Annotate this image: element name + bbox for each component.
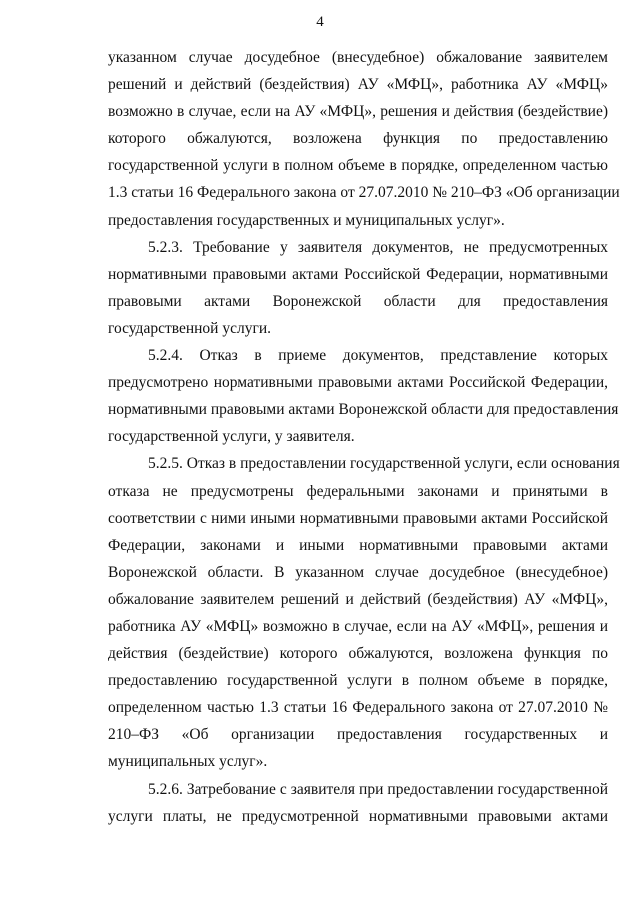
text-line: государственной услуги в полном объеме в порядке, определенном частью xyxy=(108,157,608,175)
text-line: предоставления государственных и муниципальных услуг». xyxy=(108,211,505,229)
text-line: предоставлению государственной услуги в полном объеме в порядке, xyxy=(108,672,608,690)
text-line: услуги платы, не предусмотренной нормативными правовыми актами xyxy=(108,807,608,825)
paragraph-5-2-4 xyxy=(108,342,619,450)
text-line: 5.2.5. Отказ в предоставлении государственной услуги, если основания xyxy=(148,455,620,473)
text-line: которого обжалуются, возложена функция по предоставлению xyxy=(108,130,608,148)
text-line: действия (бездействие) которого обжалуются, возложена функция по xyxy=(108,645,608,663)
text-line: 5.2.3. Требование у заявителя документов, не предусмотренных xyxy=(148,238,608,256)
text-line: решений и действий (бездействия) АУ «МФЦ», работника АУ «МФЦ» xyxy=(108,76,608,94)
text-line: 5.2.6. Затребование с заявителя при предоставлении государственной xyxy=(148,780,608,798)
text-line: 5.2.4. Отказ в приеме документов, представление которых xyxy=(148,347,608,365)
text-line: указанном случае досудебное (внесудебное) обжалование заявителем xyxy=(108,49,608,66)
text-line: 210–ФЗ «Об организации предоставления государственных и xyxy=(108,726,608,744)
text-line: правовыми актами Воронежской области для предоставления xyxy=(108,292,608,310)
page-number: 4 xyxy=(316,14,324,30)
text-line: государственной услуги, у заявителя. xyxy=(108,428,355,446)
text-line: соответствии с ними иными нормативными правовыми актами Российской xyxy=(108,509,608,527)
text-line: муниципальных услуг». xyxy=(108,753,268,771)
text-line: возможно в случае, если на АУ «МФЦ», решения и действия (бездействие) xyxy=(108,103,608,121)
text-line: предусмотрено нормативными правовыми актами Российской Федерации, xyxy=(108,374,608,392)
paragraph-5-2-6 xyxy=(108,776,608,830)
text-line: работника АУ «МФЦ» возможно в случае, если на АУ «МФЦ», решения и xyxy=(108,617,608,635)
text-line: нормативными правовыми актами Российской Федерации, нормативными xyxy=(108,265,608,283)
text-line: 1.3 статьи 16 Федерального закона от 27.07.2010 № 210–ФЗ «Об организации xyxy=(108,184,620,202)
document-body xyxy=(108,44,620,830)
text-line: отказа не предусмотрены федеральными законами и принятыми в xyxy=(108,482,608,500)
text-line: Воронежской области. В указанном случае досудебное (внесудебное) xyxy=(108,563,608,581)
text-line: государственной услуги. xyxy=(108,319,271,337)
paragraph-5-2-5 xyxy=(108,450,620,775)
text-line: определенном частью 1.3 статьи 16 Федерального закона от 27.07.2010 № xyxy=(108,699,608,717)
paragraph-continuation xyxy=(108,44,620,234)
text-line: нормативными правовыми актами Воронежской области для предоставления xyxy=(108,401,619,419)
text-line: Федерации, законами и иными нормативными правовыми актами xyxy=(108,536,608,554)
text-line: обжалование заявителем решений и действий (бездействия) АУ «МФЦ», xyxy=(108,590,608,608)
paragraph-5-2-3 xyxy=(108,234,608,342)
